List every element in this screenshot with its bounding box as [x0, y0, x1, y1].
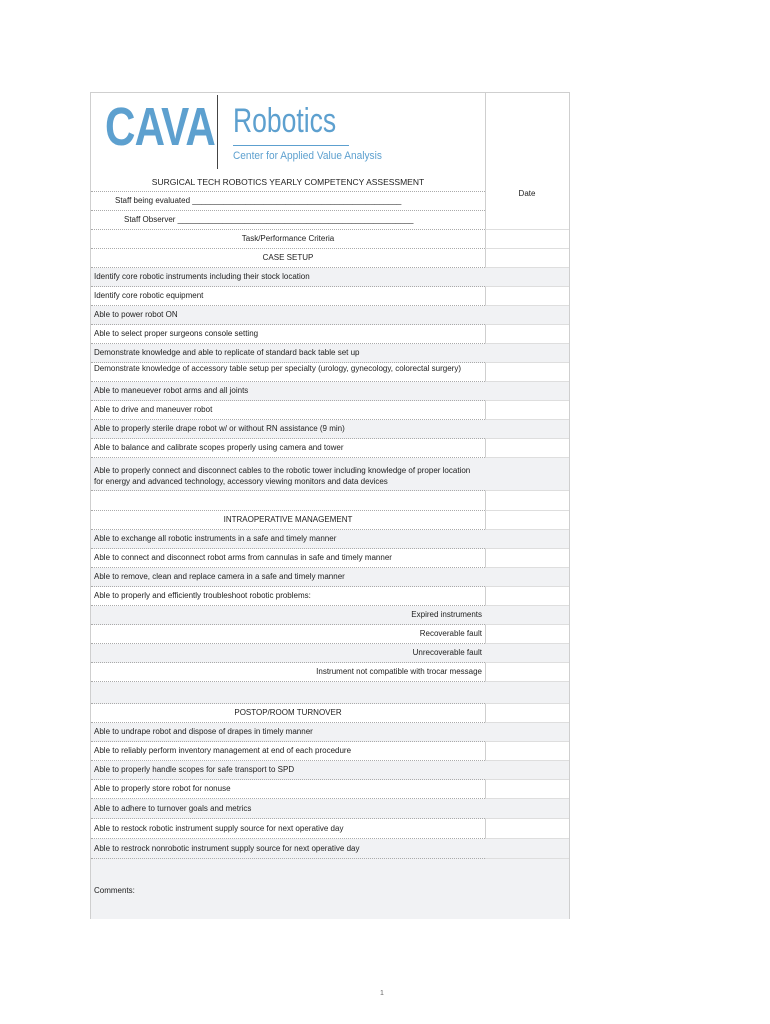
comments-box[interactable]	[91, 859, 485, 919]
date-cell[interactable]	[485, 761, 569, 780]
criteria-row	[91, 761, 485, 780]
criteria-row	[91, 439, 485, 458]
date-cell[interactable]	[485, 249, 569, 268]
criteria-row	[91, 742, 485, 761]
criteria-row	[91, 625, 485, 644]
date-cell[interactable]	[485, 211, 569, 230]
criteria-text: Able to undrape robot and dispose of drapes in timely manner	[94, 727, 313, 736]
date-cell[interactable]	[485, 439, 569, 458]
cava-robotics-logo	[105, 95, 382, 169]
date-cell[interactable]	[485, 511, 569, 530]
criteria-text: Able to balance and calibrate scopes properly using camera and tower	[94, 443, 344, 452]
staff-observer-row[interactable]	[91, 211, 485, 230]
criteria-text: Able to reliably perform inventory management at end of each procedure	[94, 746, 352, 755]
criteria-text: Instrument not compatible with trocar message	[316, 667, 482, 676]
date-cell[interactable]	[485, 549, 569, 568]
logo-brand: CAVA	[105, 97, 215, 157]
criteria-row	[91, 644, 485, 663]
criteria-row	[91, 325, 485, 344]
date-column-label: Date	[518, 189, 536, 198]
criteria-row	[91, 363, 485, 382]
criteria-text: Able to drive and maneuver robot	[94, 405, 213, 414]
date-cell[interactable]	[485, 704, 569, 723]
date-cell[interactable]	[485, 420, 569, 439]
section-intraop	[91, 511, 485, 530]
criteria-text: Identify core robotic instruments including their stock location	[94, 272, 310, 281]
section-title: CASE SETUP	[262, 253, 314, 262]
criteria-text: Able to maneuever robot arms and all joints	[94, 386, 249, 395]
section-title: POSTOP/ROOM TURNOVER	[234, 708, 342, 717]
date-cell[interactable]	[485, 306, 569, 325]
spacer-row	[91, 682, 485, 704]
date-cell[interactable]	[485, 344, 569, 363]
logo-tagline: Center for Applied Value Analysis	[233, 150, 382, 162]
criteria-row	[91, 420, 485, 439]
criteria-row	[91, 287, 485, 306]
criteria-row	[91, 568, 485, 587]
criteria-text: Able to properly handle scopes for safe transport to SPD	[94, 765, 295, 774]
criteria-text: Demonstrate knowledge and able to replicate of standard back table set up	[94, 348, 360, 357]
criteria-row	[91, 819, 485, 839]
date-cell[interactable]	[485, 644, 569, 663]
date-cell[interactable]	[485, 325, 569, 344]
date-cell[interactable]	[485, 230, 569, 249]
criteria-text: Able to adhere to turnover goals and metrics	[94, 803, 252, 813]
date-cell[interactable]	[485, 458, 569, 491]
criteria-row	[91, 344, 485, 363]
criteria-row	[91, 382, 485, 401]
date-cell[interactable]	[485, 742, 569, 761]
criteria-row	[91, 839, 485, 859]
criteria-row	[91, 530, 485, 549]
date-cell[interactable]	[485, 568, 569, 587]
criteria-text: Unrecoverable fault	[412, 648, 482, 657]
criteria-text: Able to properly connect and disconnect cables to the robotic tower including knowledge of proper location for energy and advanced technology, accessory viewing monitors and data devices	[94, 466, 471, 486]
criteria-row	[91, 549, 485, 568]
date-cell[interactable]	[485, 780, 569, 799]
criteria-header: Task/Performance Criteria	[241, 234, 335, 243]
criteria-text: Able to power robot ON	[94, 310, 178, 319]
criteria-text: Able to properly store robot for nonuse	[94, 784, 231, 793]
section-case-setup	[91, 249, 485, 268]
staff-observer-field: Staff Observer _____________________________________________________	[124, 215, 414, 224]
section-postop	[91, 704, 485, 723]
date-cell[interactable]	[485, 625, 569, 644]
criteria-text: Able to remove, clean and replace camera in a safe and timely manner	[94, 572, 345, 581]
date-cell[interactable]	[485, 839, 569, 859]
date-cell[interactable]	[485, 363, 569, 382]
criteria-text: Demonstrate knowledge of accessory table setup per specialty (urology, gynecology, colorectal surgery)	[94, 364, 461, 373]
criteria-row	[91, 458, 485, 491]
date-cell[interactable]	[485, 382, 569, 401]
date-cell[interactable]	[485, 530, 569, 549]
form-title-row	[91, 173, 485, 192]
date-cell[interactable]	[485, 401, 569, 420]
criteria-text: Expired instruments	[411, 610, 482, 619]
criteria-row	[91, 780, 485, 799]
criteria-row	[91, 268, 485, 287]
criteria-text: Recoverable fault	[419, 629, 482, 638]
comments-label: Comments:	[94, 886, 135, 895]
staff-evaluated-field: Staff being evaluated _______________________________________________	[115, 196, 402, 205]
criteria-row	[91, 606, 485, 625]
date-cell[interactable]	[485, 663, 569, 682]
criteria-row	[91, 401, 485, 420]
page-number: 1	[380, 990, 384, 997]
criteria-row	[91, 723, 485, 742]
criteria-text: Able to restock robotic instrument supply source for next operative day	[94, 823, 344, 833]
date-cell[interactable]	[485, 819, 569, 839]
criteria-text: Able to restrock nonrobotic instrument supply source for next operative day	[94, 843, 360, 853]
criteria-row	[91, 663, 485, 682]
criteria-text: Able to select proper surgeons console setting	[94, 329, 259, 338]
date-cell[interactable]	[485, 723, 569, 742]
date-cell[interactable]	[485, 587, 569, 606]
date-cell[interactable]	[485, 682, 569, 704]
criteria-row	[91, 799, 485, 819]
criteria-text: Identify core robotic equipment	[94, 291, 204, 300]
criteria-text: Able to exchange all robotic instruments in a safe and timely manner	[94, 534, 337, 543]
criteria-text: Able to properly sterile drape robot w/ or without RN assistance (9 min)	[94, 424, 345, 433]
logo-product: Robotics	[233, 102, 337, 140]
date-cell[interactable]	[485, 268, 569, 287]
criteria-header-row	[91, 230, 485, 249]
date-cell[interactable]	[485, 799, 569, 819]
date-cell[interactable]	[485, 287, 569, 306]
comments-date-cell[interactable]	[485, 859, 569, 919]
staff-evaluated-row[interactable]	[91, 192, 485, 211]
criteria-row	[91, 587, 485, 606]
date-cell[interactable]	[485, 606, 569, 625]
criteria-text: Able to properly and efficiently troubleshoot robotic problems:	[94, 591, 311, 600]
assessment-form	[90, 92, 570, 919]
section-title: INTRAOPERATIVE MANAGEMENT	[223, 515, 353, 524]
criteria-row	[91, 306, 485, 325]
date-cell[interactable]	[485, 491, 569, 511]
form-title: SURGICAL TECH ROBOTICS YEARLY COMPETENCY ASSESSMENT	[151, 177, 425, 187]
spacer-row	[91, 491, 485, 511]
criteria-text: Able to connect and disconnect robot arms from cannulas in safe and timely manner	[94, 553, 392, 562]
